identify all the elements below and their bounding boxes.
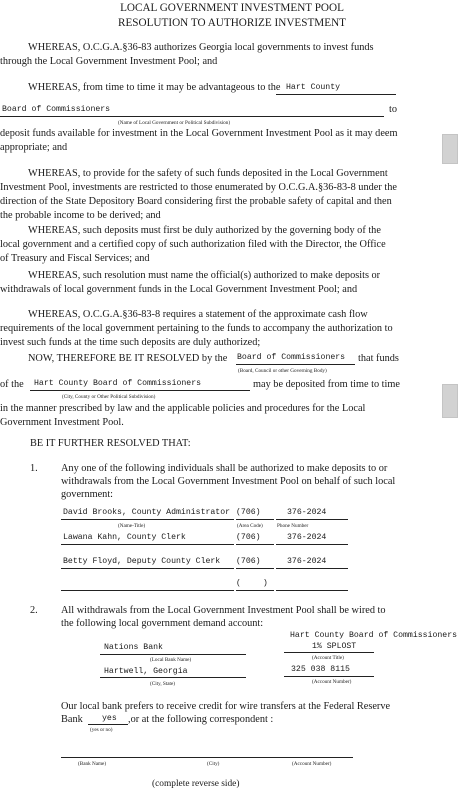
correspondent-bank-name-caption: (Bank Name): [78, 761, 107, 767]
phone-number-3[interactable]: 376-2024: [287, 557, 327, 566]
name-title-caption: (Name-Title): [118, 523, 146, 529]
area-code-2[interactable]: (706): [236, 533, 261, 542]
resolved-line-2-end: may be deposited from time to time: [253, 379, 400, 390]
para-1-line-1: WHEREAS, O.C.G.A.§36-83 authorizes Georgia local governments to invest funds: [28, 42, 374, 53]
wire-preference-bank-label: Bank: [61, 714, 83, 725]
account-number-line: [284, 676, 374, 677]
account-title-heading: Hart County Board of Commissioners: [290, 631, 458, 640]
item-1-number: 1.: [30, 463, 38, 474]
area-code-value-1: 706: [240, 508, 256, 517]
para-6-line-1: WHEREAS, O.C.G.A.§36-83-8 requires a statement of the approximate cash flow: [28, 309, 368, 320]
item-2-line-1: All withdrawals from the Local Government Investment Pool shall be wired to: [61, 605, 386, 616]
phone-number-2[interactable]: 376-2024: [287, 533, 327, 542]
yes-no-caption: (yes or no): [90, 727, 113, 733]
federal-reserve-yes-no-line: [88, 724, 128, 725]
political-subdivision-caption: (City, County or Other Political Subdivision): [62, 394, 156, 400]
para-2-line-3: appropriate; and: [0, 142, 68, 153]
local-government-name-line-2: [0, 116, 384, 117]
phone-number-line-1: [276, 519, 348, 520]
local-government-name-line-1: [276, 94, 396, 95]
phone-number-line-4: [276, 590, 348, 591]
resolved-line-4: Government Investment Pool.: [0, 417, 124, 428]
para-5-line-2: withdrawals of local government funds in the Local Government Investment Pool; and: [0, 284, 358, 295]
para-6-line-2: requirements of the local government pertaining to the funds to accompany the authorization to: [0, 323, 393, 334]
para-3-line-3: direction of the State Depository Board considering first the probable safety of capital and then: [0, 196, 392, 207]
authorized-person-name-line-4: [61, 590, 234, 591]
area-code-line-3: [236, 568, 274, 569]
document-subtitle: RESOLUTION TO AUTHORIZE INVESTMENT: [118, 17, 346, 29]
area-code-4[interactable]: ( ): [236, 579, 268, 588]
political-subdivision-line: [30, 390, 250, 391]
para-6-line-3: invest such funds at the time such deposits are duly authorized;: [0, 337, 261, 348]
item-2-line-2: the following local government demand account:: [61, 618, 264, 629]
para-3-line-2: Investment Pool, investments are restricted to those enumerated by O.C.G.A.§36-83-8 under the: [0, 182, 397, 193]
local-government-name-caption: (Name of Local Government or Political Subdivision): [118, 120, 231, 126]
phone-number-1[interactable]: 376-2024: [287, 508, 327, 517]
footer-note: (complete reverse side): [152, 779, 240, 789]
correspondent-line: [61, 757, 353, 758]
margin-tab-lower: [442, 384, 458, 418]
phone-number-caption: Phone Number: [277, 523, 309, 529]
para-1-line-2: through the Local Government Investment Pool; and: [0, 56, 218, 67]
area-code-value-3: 706: [240, 557, 256, 566]
para-3-line-4: the probable income to be derived; and: [0, 210, 161, 221]
authorized-person-name-3[interactable]: Betty Floyd, Deputy County Clerk: [63, 557, 221, 566]
resolved-line-3: in the manner prescribed by law and the applicable policies and procedures for the Local: [0, 403, 366, 414]
governing-body-line: [236, 364, 355, 365]
local-bank-name-line: [100, 654, 246, 655]
correspondent-account-number-caption: (Account Number): [292, 761, 332, 767]
para-2-to: to: [389, 104, 398, 115]
area-code-value-2: 706: [240, 533, 256, 542]
wire-preference-line-2-end: ,or at the following correspondent :: [128, 714, 274, 725]
local-government-name-field-1[interactable]: Hart County: [286, 83, 341, 92]
account-number-caption: (Account Number): [312, 679, 352, 685]
document-title: LOCAL GOVERNMENT INVESTMENT POOL: [120, 2, 344, 14]
bank-city-state-caption: (City, State): [150, 681, 176, 687]
account-title-caption: (Account Title): [312, 655, 344, 661]
para-3-line-1: WHEREAS, to provide for the safety of such funds deposited in the Local Government: [28, 168, 388, 179]
area-code-1[interactable]: (706): [236, 508, 261, 517]
correspondent-city-caption: (City): [207, 761, 220, 767]
political-subdivision-field[interactable]: Hart County Board of Commissioners: [34, 379, 202, 388]
wire-preference-line-1: Our local bank prefers to receive credit for wire transfers at the Federal Reserve: [61, 701, 391, 712]
account-title-field[interactable]: 1% SPLOST: [312, 642, 357, 651]
local-bank-name-field[interactable]: Nations Bank: [104, 643, 163, 652]
item-1-line-1: Any one of the following individuals shall be authorized to make deposits to or: [61, 463, 388, 474]
item-1-line-3: government:: [61, 489, 114, 500]
para-2-line-1: WHEREAS, from time to time it may be advantageous to the: [28, 82, 281, 93]
further-resolved-heading: BE IT FURTHER RESOLVED THAT:: [30, 438, 191, 449]
resolved-line-1-start: NOW, THEREFORE BE IT RESOLVED by the: [28, 353, 228, 364]
governing-body-caption: (Board, Council or other Governing Body): [238, 368, 327, 374]
phone-number-line-3: [276, 568, 348, 569]
area-code-caption: (Area Code): [237, 523, 263, 529]
area-code-line-1: [236, 519, 274, 520]
area-code-3[interactable]: (706): [236, 557, 261, 566]
authorized-person-name-line-2: [61, 544, 234, 545]
resolved-line-1-end: that funds: [358, 353, 399, 364]
authorized-person-name-line-1: [61, 519, 234, 520]
resolved-line-2-start: of the: [0, 379, 24, 390]
para-4-line-3: of Treasury and Fiscal Services; and: [0, 253, 150, 264]
account-title-line: [284, 652, 374, 653]
area-code-line-4: [236, 590, 274, 591]
item-1-line-2: withdrawals from the Local Government Investment Pool on behalf of such local: [61, 476, 396, 487]
phone-number-line-2: [276, 544, 348, 545]
account-number-field[interactable]: 325 038 8115: [291, 665, 350, 674]
bank-city-state-line: [100, 677, 246, 678]
local-bank-name-caption: (Local Bank Name): [150, 657, 192, 663]
authorized-person-name-1[interactable]: David Brooks, County Administrator: [63, 508, 231, 517]
federal-reserve-yes-no-field[interactable]: yes: [102, 714, 117, 723]
authorized-person-name-line-3: [61, 568, 234, 569]
margin-tab-upper: [442, 134, 458, 164]
para-4-line-1: WHEREAS, such deposits must first be duly authorized by the governing body of the: [28, 225, 381, 236]
para-2-line-2: deposit funds available for investment in the Local Government Investment Pool as it may deem: [0, 128, 398, 139]
local-government-name-field-2[interactable]: Board of Commissioners: [2, 105, 111, 114]
governing-body-field[interactable]: Board of Commissioners: [237, 353, 346, 362]
item-2-number: 2.: [30, 605, 38, 616]
authorized-person-name-2[interactable]: Lawana Kahn, County Clerk: [63, 533, 186, 542]
para-5-line-1: WHEREAS, such resolution must name the official(s) authorized to make deposits or: [28, 270, 381, 281]
para-4-line-2: local government and a certified copy of such authorization filed with the Director, the Office: [0, 239, 386, 250]
area-code-line-2: [236, 544, 274, 545]
bank-city-state-field[interactable]: Hartwell, Georgia: [104, 667, 188, 676]
